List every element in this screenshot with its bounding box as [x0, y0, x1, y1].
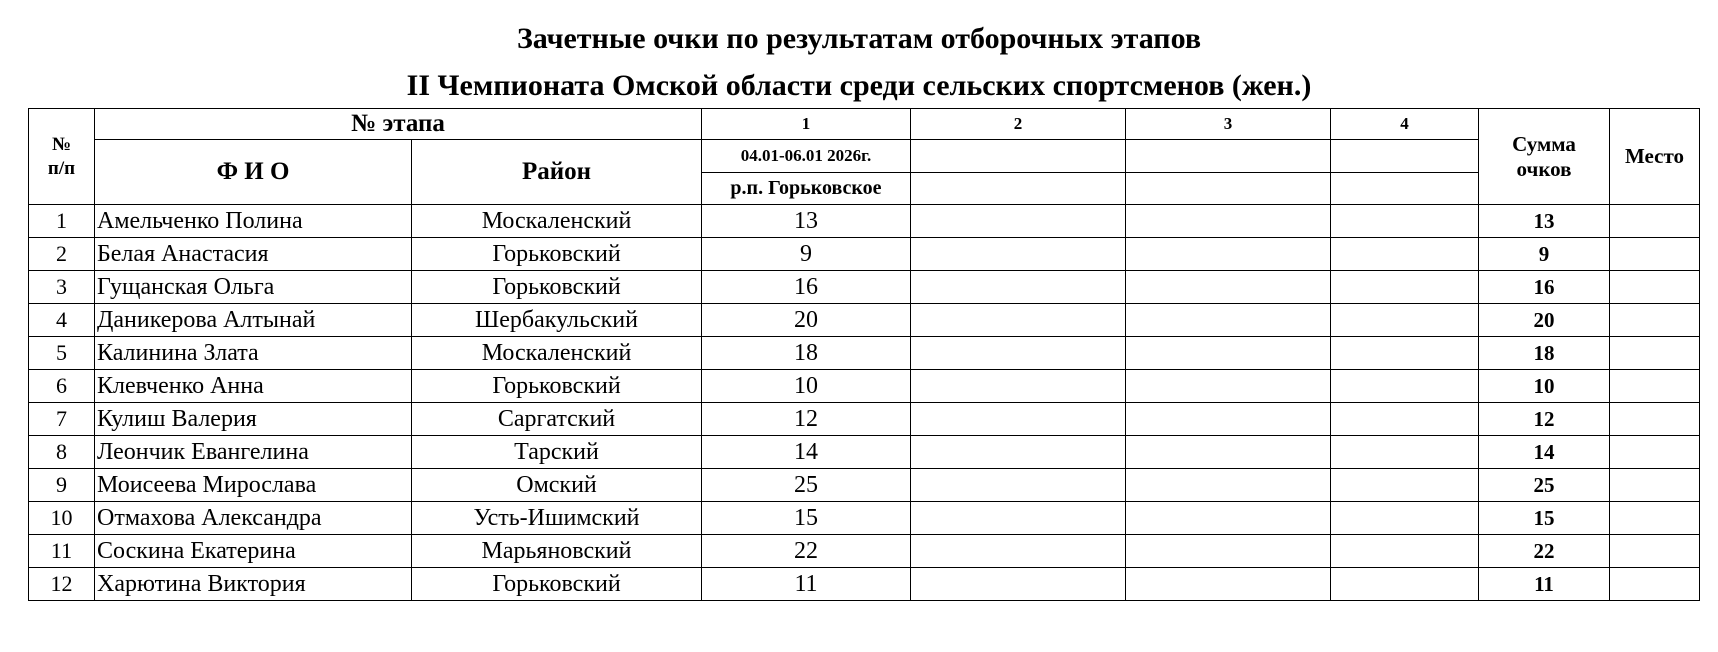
row-number: 7 — [29, 403, 95, 436]
total-points: 13 — [1479, 205, 1610, 238]
stage-2-score — [911, 205, 1126, 238]
athlete-district: Омский — [412, 469, 702, 502]
stage-1-score: 15 — [702, 502, 911, 535]
stage-1-header: 1 — [702, 109, 911, 140]
place-header: Место — [1610, 109, 1700, 205]
stage-1-score: 14 — [702, 436, 911, 469]
place-cell — [1610, 469, 1700, 502]
stage-2-score — [911, 403, 1126, 436]
stage-4-score — [1331, 238, 1479, 271]
fio-header: Ф И О — [95, 140, 412, 205]
athlete-district: Горьковский — [412, 238, 702, 271]
athlete-name: Отмахова Александра — [95, 502, 412, 535]
athlete-name: Гущанская Ольга — [95, 271, 412, 304]
row-number: 6 — [29, 370, 95, 403]
table-row — [29, 502, 1700, 535]
number-header — [29, 109, 95, 205]
stage-2-score — [911, 271, 1126, 304]
athlete-district: Шербакульский — [412, 304, 702, 337]
stage-3-header: 3 — [1126, 109, 1331, 140]
row-number: 3 — [29, 271, 95, 304]
stage-3-score — [1126, 502, 1331, 535]
stage-1-date: 04.01-06.01 2026г. — [702, 140, 911, 173]
table-row — [29, 370, 1700, 403]
stage-1-score: 18 — [702, 337, 911, 370]
stage-4-score — [1331, 502, 1479, 535]
stage-2-score — [911, 304, 1126, 337]
place-cell — [1610, 535, 1700, 568]
athlete-name: Леончик Евангелина — [95, 436, 412, 469]
athlete-name: Белая Анастасия — [95, 238, 412, 271]
number-header-line-1: № — [51, 133, 72, 155]
place-cell — [1610, 337, 1700, 370]
table-row — [29, 271, 1700, 304]
place-cell — [1610, 502, 1700, 535]
stage-4-score — [1331, 469, 1479, 502]
stage-3-score — [1126, 337, 1331, 370]
header-row-1 — [29, 109, 1700, 140]
row-number: 8 — [29, 436, 95, 469]
row-number: 9 — [29, 469, 95, 502]
athlete-district: Горьковский — [412, 568, 702, 601]
stage-2-score — [911, 238, 1126, 271]
athlete-district: Тарский — [412, 436, 702, 469]
stage-3-score — [1126, 304, 1331, 337]
row-number: 10 — [29, 502, 95, 535]
total-points: 11 — [1479, 568, 1610, 601]
stage-4-score — [1331, 304, 1479, 337]
stage-2-score — [911, 502, 1126, 535]
sum-header-line-2: очков — [1516, 156, 1572, 181]
row-number: 1 — [29, 205, 95, 238]
place-cell — [1610, 238, 1700, 271]
athlete-district: Усть-Ишимский — [412, 502, 702, 535]
table-row — [29, 337, 1700, 370]
stage-2-score — [911, 337, 1126, 370]
stage-3-score — [1126, 469, 1331, 502]
stage-2-score — [911, 535, 1126, 568]
stage-2-score — [911, 370, 1126, 403]
stage-4-score — [1331, 205, 1479, 238]
total-points: 10 — [1479, 370, 1610, 403]
athlete-name: Кулиш Валерия — [95, 403, 412, 436]
athlete-name: Даникерова Алтынай — [95, 304, 412, 337]
total-points: 16 — [1479, 271, 1610, 304]
table-row — [29, 238, 1700, 271]
total-points: 9 — [1479, 238, 1610, 271]
total-points: 12 — [1479, 403, 1610, 436]
stage-2-place — [911, 173, 1126, 205]
athlete-district: Москаленский — [412, 205, 702, 238]
athlete-district: Москаленский — [412, 337, 702, 370]
stage-1-score: 25 — [702, 469, 911, 502]
table-row — [29, 535, 1700, 568]
total-points: 25 — [1479, 469, 1610, 502]
athlete-district: Марьяновский — [412, 535, 702, 568]
place-cell — [1610, 403, 1700, 436]
stage-2-date — [911, 140, 1126, 173]
stage-3-score — [1126, 403, 1331, 436]
stage-2-score — [911, 469, 1126, 502]
results-table — [28, 108, 1700, 601]
stage-1-score: 16 — [702, 271, 911, 304]
stage-2-header: 2 — [911, 109, 1126, 140]
table-row — [29, 568, 1700, 601]
total-points: 22 — [1479, 535, 1610, 568]
header-row-2 — [29, 140, 1700, 173]
row-number: 4 — [29, 304, 95, 337]
stage-1-place: р.п. Горьковское — [702, 173, 911, 205]
row-number: 5 — [29, 337, 95, 370]
district-header: Район — [412, 140, 702, 205]
stage-3-score — [1126, 436, 1331, 469]
stage-3-place — [1126, 173, 1331, 205]
stage-4-header: 4 — [1331, 109, 1479, 140]
stage-3-score — [1126, 568, 1331, 601]
row-number: 12 — [29, 568, 95, 601]
title-line-1: Зачетные очки по результатам отборочных этапов — [516, 22, 1202, 55]
athlete-name: Харютина Виктория — [95, 568, 412, 601]
stage-2-score — [911, 568, 1126, 601]
stage-2-score — [911, 436, 1126, 469]
total-points: 15 — [1479, 502, 1610, 535]
stage-3-score — [1126, 370, 1331, 403]
stage-3-score — [1126, 535, 1331, 568]
athlete-district: Горьковский — [412, 271, 702, 304]
athlete-name: Клевченко Анна — [95, 370, 412, 403]
stage-3-score — [1126, 205, 1331, 238]
stage-1-score: 10 — [702, 370, 911, 403]
stage-1-score: 9 — [702, 238, 911, 271]
stage-4-score — [1331, 403, 1479, 436]
sum-header-line-1: Сумма — [1512, 131, 1576, 156]
stage-1-score: 22 — [702, 535, 911, 568]
title-line-2: II Чемпионата Омской области среди сельских спортсменов (жен.) — [406, 69, 1312, 102]
table-row — [29, 469, 1700, 502]
table-row — [29, 205, 1700, 238]
total-points: 18 — [1479, 337, 1610, 370]
stage-number-header: № этапа — [95, 109, 702, 140]
stage-4-score — [1331, 271, 1479, 304]
place-cell — [1610, 271, 1700, 304]
sum-header — [1479, 109, 1610, 205]
stage-1-score: 12 — [702, 403, 911, 436]
stage-1-score: 13 — [702, 205, 911, 238]
place-cell — [1610, 568, 1700, 601]
place-cell — [1610, 436, 1700, 469]
stage-3-date — [1126, 140, 1331, 173]
athlete-name: Соскина Екатерина — [95, 535, 412, 568]
stage-4-score — [1331, 337, 1479, 370]
stage-4-date — [1331, 140, 1479, 173]
table-row — [29, 304, 1700, 337]
total-points: 14 — [1479, 436, 1610, 469]
stage-4-score — [1331, 436, 1479, 469]
stage-3-score — [1126, 238, 1331, 271]
stage-3-score — [1126, 271, 1331, 304]
athlete-district: Горьковский — [412, 370, 702, 403]
stage-1-score: 11 — [702, 568, 911, 601]
row-number: 2 — [29, 238, 95, 271]
total-points: 20 — [1479, 304, 1610, 337]
athlete-district: Саргатский — [412, 403, 702, 436]
stage-4-score — [1331, 568, 1479, 601]
athlete-name: Амельченко Полина — [95, 205, 412, 238]
stage-1-score: 20 — [702, 304, 911, 337]
place-cell — [1610, 205, 1700, 238]
athlete-name: Калинина Злата — [95, 337, 412, 370]
place-cell — [1610, 304, 1700, 337]
row-number: 11 — [29, 535, 95, 568]
place-cell — [1610, 370, 1700, 403]
table-row — [29, 436, 1700, 469]
number-header-line-2: п/п — [47, 157, 76, 179]
athlete-name: Моисеева Мирослава — [95, 469, 412, 502]
stage-4-score — [1331, 370, 1479, 403]
stage-4-score — [1331, 535, 1479, 568]
table-row — [29, 403, 1700, 436]
stage-4-place — [1331, 173, 1479, 205]
